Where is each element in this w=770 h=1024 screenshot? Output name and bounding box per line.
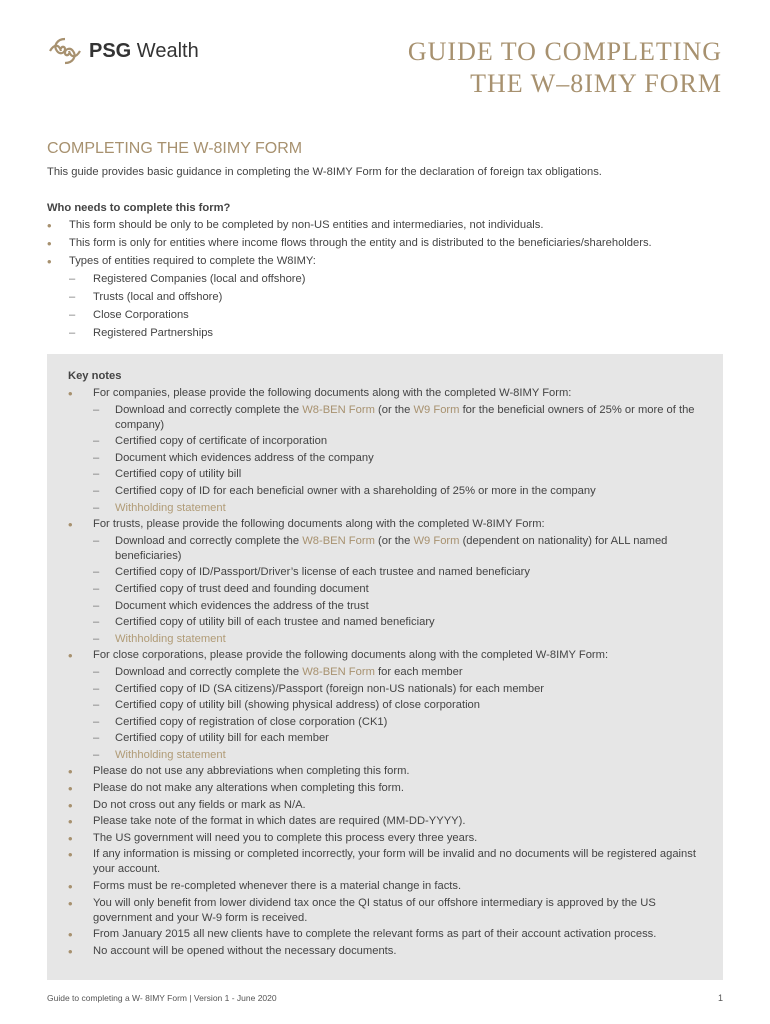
psg-swirl-logo-icon: [47, 36, 83, 66]
intro-paragraph: This guide provides basic guidance in completing the W-8IMY Form for the declaration of foreign tax obligations.: [47, 166, 602, 178]
list-item: • Please do not use any abbreviations when completing this form.: [68, 764, 708, 779]
list-item: • No account will be opened without the necessary documents.: [68, 944, 708, 959]
title-line-2: THE W–8IMY FORM: [470, 69, 722, 98]
key-notes-title: Key notes: [68, 370, 122, 382]
footer-text: Guide to completing a W- 8IMY Form | Version 1 - June 2020: [47, 993, 277, 1003]
list-item: • You will only benefit from lower dividend tax once the QI status of our offshore intermediary is approved by the US government and your W-9 form is received.: [68, 896, 708, 926]
list-item: – Certified copy of utility bill: [93, 467, 708, 482]
list-item: • This form should be only to be completed by non-US entities and intermediaries, not individuals.: [47, 218, 727, 233]
w9-form-link[interactable]: W9 Form: [413, 534, 460, 547]
list-item: – Certified copy of ID (SA citizens)/Passport (foreign non-US nationals) for each member: [93, 682, 708, 697]
list-item: • Forms must be re-completed whenever there is a material change in facts.: [68, 879, 708, 894]
list-item: • This form is only for entities where income flows through the entity and is distributed to the beneficiaries/shareholders.: [47, 236, 727, 251]
list-item: – Certified copy of utility bill of each trustee and named beneficiary: [93, 615, 708, 630]
trusts-item: • For trusts, please provide the following documents along with the completed W-8IMY Form: – Download and correctly complete the W8-BEN Form (or the W9 Form (dependent on nationality) for ALL named beneficiaries) – Certified copy of ID/Passport/Driver’s license of each trustee and named beneficiary – Certified copy of trust deed and founding document – Document which evidences the address of the trust – Certified copy of utility bill of each trustee and named beneficiary – Withholding statement: [68, 517, 708, 647]
list-item: – Certified copy of certificate of incorporation: [93, 434, 708, 449]
list-item: • Please take note of the format in which dates are required (MM-DD-YYYY).: [68, 814, 708, 829]
key-notes-list: [68, 386, 708, 959]
title-line-1: GUIDE TO COMPLETING: [407, 37, 722, 66]
list-item: – Certified copy of trust deed and founding document: [93, 582, 708, 597]
withholding-statement-link[interactable]: – Withholding statement: [93, 748, 708, 763]
w9-form-link[interactable]: W9 Form: [413, 403, 460, 416]
list-item: – Certified copy of utility bill for each member: [93, 731, 708, 746]
withholding-statement-link[interactable]: – Withholding statement: [93, 632, 708, 647]
list-item: • Do not cross out any fields or mark as N/A.: [68, 798, 708, 813]
list-item: – Close Corporations: [69, 308, 727, 323]
list-item: – Certified copy of ID/Passport/Driver’s license of each trustee and named beneficiary: [93, 565, 708, 580]
companies-item: • For companies, please provide the following documents along with the completed W-8IMY Form: – Download and correctly complete the W8-BEN Form (or the W9 Form for the beneficial owners of 25% or more of the company) – Certified copy of certificate of incorporation – Document which evidences address of the company – Certified copy of utility bill – Certified copy of ID for each beneficial owner with a shareholding of 25% or more in the company – Withholding statement: [68, 386, 708, 516]
list-item: • Types of entities required to complete the W8IMY: – Registered Companies (local and offshore) – Trusts (local and offshore) – Close Corporations – Registered Partnerships: [47, 254, 727, 341]
w8ben-form-link[interactable]: W8-BEN Form: [302, 665, 375, 678]
list-item: – Registered Partnerships: [69, 326, 727, 341]
close-corporations-item: • For close corporations, please provide the following documents along with the completed W-8IMY Form: – Download and correctly complete the W8-BEN Form for each member – Certified copy of ID (SA citizens)/Passport (foreign non-US nationals) for each member – Certified copy of utility bill (showing physical address) of close corporation – Certified copy of registration of close corporation (CK1) – Certified copy of utility bill for each member – Withholding statement: [68, 648, 708, 763]
list-item: – Document which evidences address of the company: [93, 451, 708, 466]
list-item: – Certified copy of ID for each beneficial owner with a shareholding of 25% or more in the company: [93, 484, 708, 499]
who-section: [47, 202, 727, 344]
list-item: – Document which evidences the address of the trust: [93, 599, 708, 614]
list-item: – Download and correctly complete the W8-BEN Form (or the W9 Form for the beneficial owners of 25% or more of the company): [93, 403, 708, 433]
document-title: [408, 36, 722, 100]
section-heading: COMPLETING THE W-8IMY FORM: [47, 140, 303, 157]
brand-logo: [47, 36, 199, 66]
list-item: • Please do not make any alterations when completing this form.: [68, 781, 708, 796]
who-list: [47, 218, 727, 341]
list-item: • The US government will need you to complete this process every three years.: [68, 831, 708, 846]
list-item: – Registered Companies (local and offshore): [69, 272, 727, 287]
list-item: – Download and correctly complete the W8-BEN Form (or the W9 Form (dependent on nationality) for ALL named beneficiaries): [93, 534, 708, 564]
w8ben-form-link[interactable]: W8-BEN Form: [302, 403, 375, 416]
key-notes-box: [47, 354, 723, 980]
list-item: • If any information is missing or completed incorrectly, your form will be invalid and no documents will be registered against your account.: [68, 847, 708, 877]
page-number: 1: [717, 993, 723, 1003]
brand-name: PSG Wealth: [89, 39, 199, 62]
w8ben-form-link[interactable]: W8-BEN Form: [302, 534, 375, 547]
list-item: • From January 2015 all new clients have to complete the relevant forms as part of their account activation process.: [68, 927, 708, 942]
who-question: Who needs to complete this form?: [47, 202, 231, 214]
list-item: – Download and correctly complete the W8-BEN Form for each member: [93, 665, 708, 680]
list-item: – Certified copy of utility bill (showing physical address) of close corporation: [93, 698, 708, 713]
list-item: – Trusts (local and offshore): [69, 290, 727, 305]
list-item: – Certified copy of registration of close corporation (CK1): [93, 715, 708, 730]
withholding-statement-link[interactable]: – Withholding statement: [93, 501, 708, 516]
entity-types-list: [69, 272, 727, 341]
